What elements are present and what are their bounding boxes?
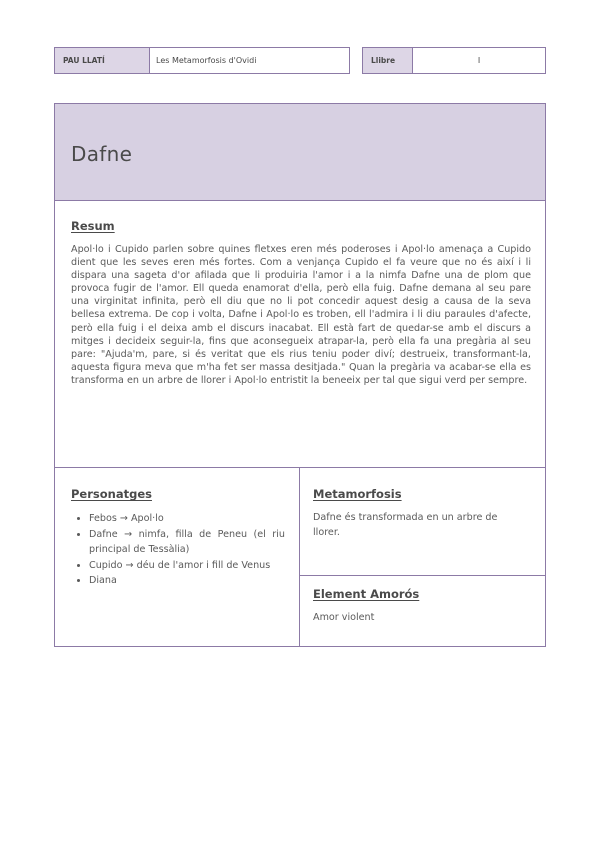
- list-item: • Diana: [89, 573, 285, 589]
- subject-label: PAU LLATÍ: [54, 47, 151, 74]
- work-title-field: Les Metamorfosis d'Ovidi: [149, 47, 350, 74]
- list-item: • Dafne → nimfa, filla de Peneu (el riu principal de Tessàlia): [89, 527, 285, 558]
- resum-section: [71, 219, 531, 387]
- divider-vertical: [299, 467, 300, 647]
- element-amoros-section: [313, 587, 523, 626]
- list-item: • Febos → Apol·lo: [89, 511, 285, 527]
- list-item: • Cupido → déu de l'amor i fill de Venus: [89, 558, 285, 574]
- personatges-section: [71, 487, 285, 589]
- divider-right-column: [299, 575, 545, 576]
- metamorfosis-section: [313, 487, 523, 540]
- title-band: [55, 104, 545, 201]
- divider-horizontal: [55, 467, 545, 468]
- personatges-list: [71, 511, 285, 589]
- metamorfosis-text: Dafne és transformada en un arbre de llorer.: [313, 512, 498, 538]
- book-label: Llibre: [362, 47, 414, 74]
- element-amoros-heading: Element Amorós: [313, 587, 420, 601]
- book-value-field: I: [412, 47, 546, 74]
- metamorfosis-heading: Metamorfosis: [313, 487, 402, 501]
- element-amoros-text: Amor violent: [313, 612, 375, 623]
- resum-heading: Resum: [71, 219, 115, 233]
- resum-text: Apol·lo i Cupido parlen sobre quines fletxes eren més poderoses i Apol·lo amenaça a Cupido dient que les seves eren més fortes. Com a venjança Cupido el fa veure que no és així i li dispara una sageta d'or afilada que li produiria l'amor i a la nimfa Dafne una de plom que provoca fugir de l'amor. Ell queda enamorat d'ella, però ella fuig. Dafne demana al seu pare una virginitat infinita, però ell diu que no li pot concedir aquest desig a causa de la seva bellesa extrema. De cop i volta, Dafne i Apol·lo es troben, ell l'admira i li diu paraules d'afecte, però ella fuig i el deixa amb el discurs inacabat. Ell està fart de quedar-se amb el discurs a mitges i decideix seguir-la, fins que aconsegueix atrapar-la, però ella fa una pregària al seu pare: "Ajuda'm, pare, si és veritat que els rius teniu poder diví; destrueix, transformant-la, aquesta figura meva que m'ha fet ser massa desitjada." Quan la pregària va acabar-se ella es transforma en un arbre de llorer i Apol·lo entristit la beneeix per tal que sigui verd per sempre.: [71, 244, 531, 386]
- personatges-heading: Personatges: [71, 487, 152, 501]
- summary-card: [54, 103, 546, 647]
- page-title: Dafne: [71, 142, 133, 166]
